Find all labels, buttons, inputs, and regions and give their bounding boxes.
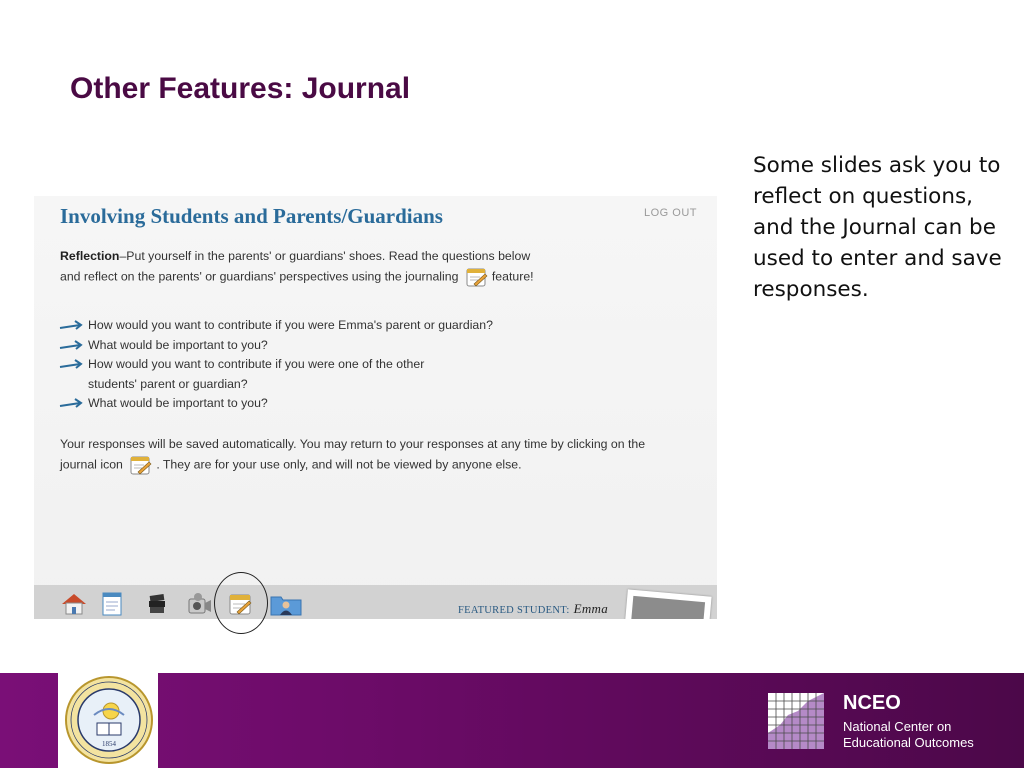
video-camera-icon[interactable]	[186, 591, 214, 617]
question-text: What would be important to you?	[88, 337, 268, 352]
nceo-acronym: NCEO	[843, 692, 901, 714]
question-item	[58, 336, 493, 356]
nceo-line-1: National Center on	[843, 719, 952, 734]
question-text: How would you want to contribute if you were Emma's parent or guardian?	[88, 318, 493, 332]
seal-container	[58, 673, 158, 768]
reflection-label: Reflection	[60, 249, 120, 263]
featured-label: FEATURED STUDENT:	[458, 605, 570, 616]
nceo-grid-logo	[768, 693, 824, 749]
responses-line-2	[60, 454, 522, 476]
arrow-right-icon	[58, 336, 84, 355]
highlight-circle	[214, 572, 268, 634]
embedded-screenshot	[34, 196, 717, 619]
question-item	[58, 394, 493, 414]
reflection-line-1	[60, 246, 530, 266]
responses-text-2: . They are for your use only, and will not be viewed by anyone else.	[156, 457, 522, 472]
question-text: How would you want to contribute if you were one of the other students' parent or guardian?	[88, 357, 425, 391]
seal-year: 1854	[102, 740, 116, 748]
question-item	[58, 355, 493, 394]
arrow-right-icon	[58, 355, 84, 374]
state-seal-logo	[64, 675, 154, 765]
module-heading: Involving Students and Parents/Guardians	[60, 204, 443, 228]
responses-line-1: Your responses will be saved automatically. You may return to your responses at any time by clicking on the	[60, 437, 646, 451]
journal-icon[interactable]	[465, 266, 489, 288]
books-icon[interactable]	[144, 591, 172, 617]
featured-student-name: Emma	[573, 601, 609, 616]
question-item	[58, 316, 493, 336]
home-icon[interactable]	[60, 591, 88, 617]
nceo-line-2: Educational Outcomes	[843, 735, 974, 750]
footer-bar	[0, 673, 1024, 768]
slide-title: Other Features: Journal	[70, 72, 411, 105]
responses-text: journal icon	[60, 457, 123, 472]
arrow-right-icon	[58, 316, 84, 335]
question-text: What would be important to you?	[88, 396, 268, 410]
logout-link[interactable]: LOG OUT	[643, 207, 697, 219]
student-folder-icon[interactable]	[269, 591, 303, 617]
nceo-full-name	[843, 719, 974, 751]
document-icon[interactable]	[98, 591, 126, 617]
reflection-text-2: and reflect on the parents' or guardians' perspectives using the journaling	[60, 269, 459, 284]
journal-icon[interactable]	[129, 454, 153, 476]
arrow-right-icon	[58, 394, 84, 413]
side-note: Some slides ask you to reflect on questions, and the Journal can be used to enter and save responses.	[753, 153, 1002, 302]
reflection-text: –Put yourself in the parents' or guardians' shoes. Read the questions below	[119, 249, 531, 263]
featured-student	[458, 601, 608, 617]
reflection-line-2	[60, 266, 534, 288]
student-photo-image	[630, 596, 705, 619]
question-list	[58, 316, 493, 414]
bottom-toolbar	[34, 585, 717, 619]
reflection-text-3: feature!	[491, 269, 534, 284]
student-photo[interactable]	[624, 589, 711, 619]
